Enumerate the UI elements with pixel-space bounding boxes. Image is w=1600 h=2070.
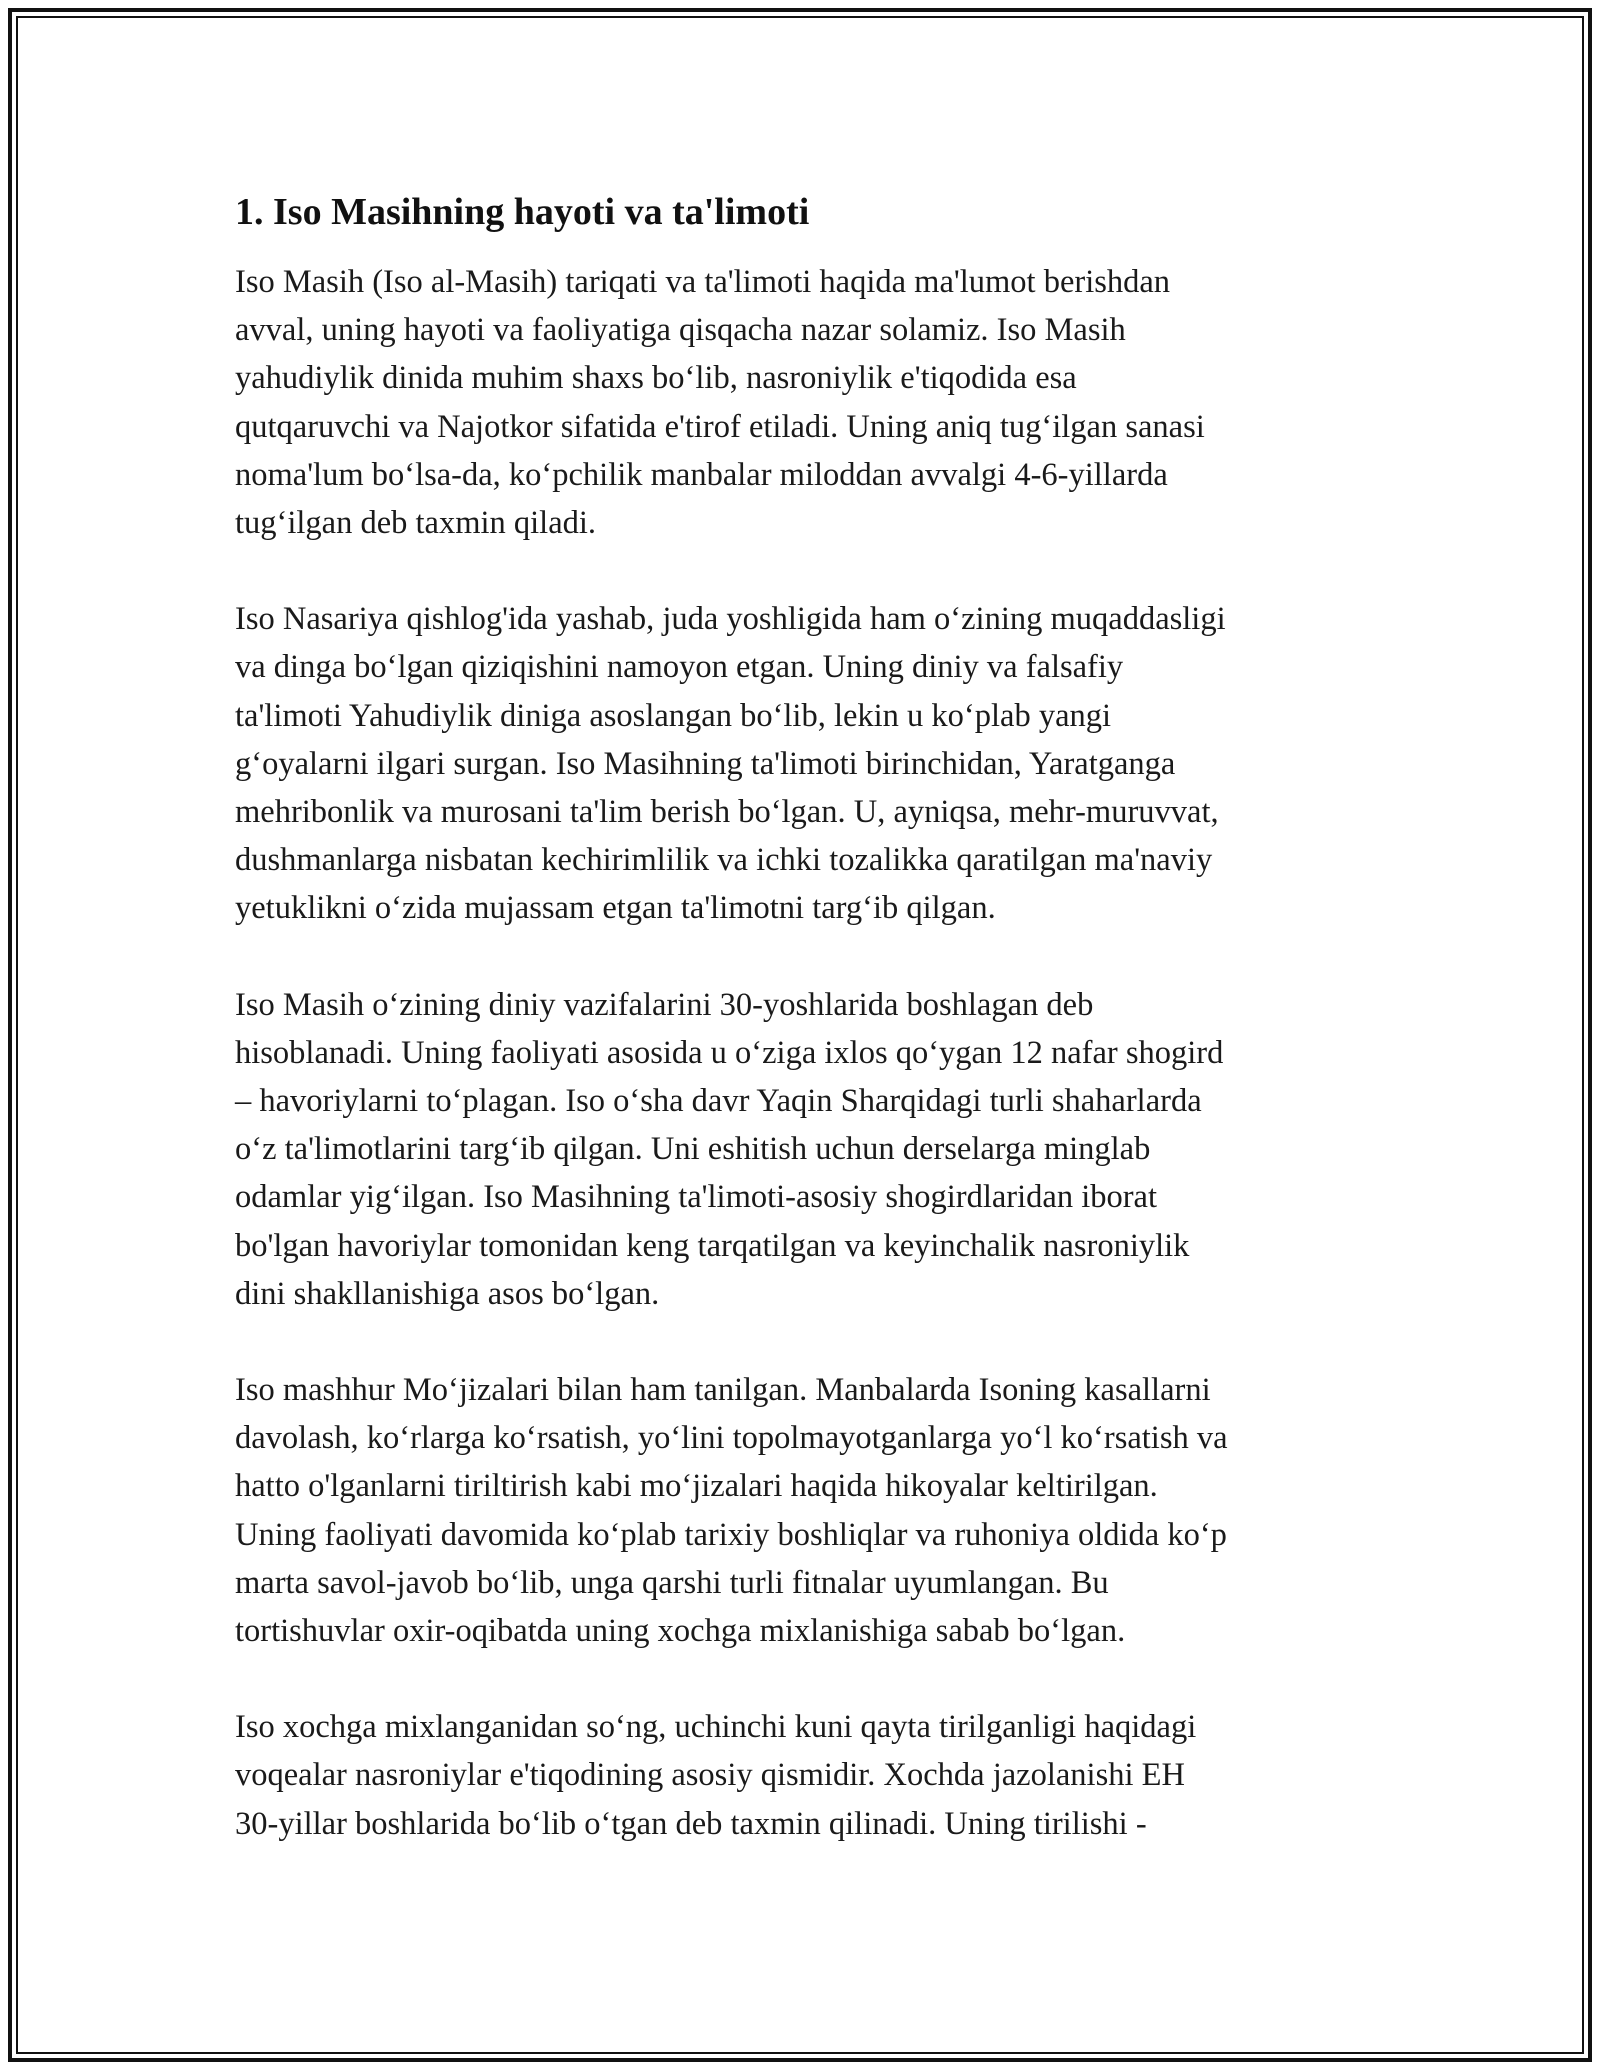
text-line: 30-yillar boshlarida bo‘lib o‘tgan deb taxmin qilinadi. Uning tirilishi - xyxy=(235,1805,1147,1842)
text-line: noma'lum bo‘lsa-da, ko‘pchilik manbalar miloddan avvalgi 4-6-yillarda xyxy=(235,456,1168,493)
paragraph-3 xyxy=(235,981,1365,1318)
text-line: mehribonlik va murosani ta'lim berish bo‘lgan. U, ayniqsa, mehr-muruvvat, xyxy=(235,794,1219,831)
text-line: dini shakllanishiga asos bo‘lgan. xyxy=(235,1275,660,1312)
text-line: yetuklikni o‘zida mujassam etgan ta'limotni targ‘ib qilgan. xyxy=(235,890,996,927)
text-line: dushmanlarga nisbatan kechirimlilik va ichki tozalikka qaratilgan ma'naviy xyxy=(235,842,1213,879)
text-line: davolash, ko‘rlarga ko‘rsatish, yo‘lini topolmayotganlarga yo‘l ko‘rsatish va xyxy=(235,1420,1228,1457)
section-heading: 1. Iso Masihning hayoti va ta'limoti xyxy=(235,191,810,233)
text-line: Iso Masih o‘zining diniy vazifalarini 30-yoshlarida boshlagan deb xyxy=(235,986,1094,1023)
text-line: voqealar nasroniylar e'tiqodining asosiy qismidir. Xochda jazolanishi EH xyxy=(235,1757,1185,1794)
text-line: marta savol-javob bo‘lib, unga qarshi turli fitnalar uyumlangan. Bu xyxy=(235,1564,1109,1601)
text-line: Iso xochga mixlanganidan so‘ng, uchinchi kuni qayta tirilganligi haqidagi xyxy=(235,1709,1197,1746)
text-line: bo'lgan havoriylar tomonidan keng tarqatilgan va keyinchalik nasroniylik xyxy=(235,1227,1190,1264)
text-line: qutqaruvchi va Najotkor sifatida e'tirof etiladi. Uning aniq tug‘ilgan sanasi xyxy=(235,408,1205,445)
text-line: va dinga bo‘lgan qiziqishini namoyon etgan. Uning diniy va falsafiy xyxy=(235,649,1124,686)
text-line: odamlar yig‘ilgan. Iso Masihning ta'limoti-asosiy shogirdlaridan iborat xyxy=(235,1179,1158,1216)
text-line: Uning faoliyati davomida ko‘plab tarixiy boshliqlar va ruhoniya oldida ko‘p xyxy=(235,1516,1227,1553)
text-line: Iso Masih (Iso al-Masih) tariqati va ta'limoti haqida ma'lumot berishdan xyxy=(235,264,1171,300)
text-line: g‘oyalarni ilgari surgan. Iso Masihning ta'limoti birinchidan, Yaratganga xyxy=(235,745,1176,782)
text-line: tug‘ilgan deb taxmin qiladi. xyxy=(235,505,597,542)
text-line: hatto o'lganlarni tiriltirish kabi mo‘jizalari haqida hikoyalar keltirilgan. xyxy=(235,1468,1158,1505)
text-line: Iso Nasariya qishlog'ida yashab, juda yoshligida ham o‘zining muqaddasligi xyxy=(235,601,1226,638)
text-line: yahudiylik dinida muhim shaxs bo‘lib, nasroniylik e'tiqodida esa xyxy=(235,360,1077,397)
text-line: – havoriylarni to‘plagan. Iso o‘sha davr Yaqin Sharqidagi turli shaharlarda xyxy=(235,1083,1202,1120)
text-line: ta'limoti Yahudiylik diniga asoslangan bo‘lib, lekin u ko‘plab yangi xyxy=(235,697,1112,734)
paragraph-4 xyxy=(235,1366,1365,1655)
text-line: o‘z ta'limotlarini targ‘ib qilgan. Uni eshitish uchun derselarga minglab xyxy=(235,1131,1151,1168)
paragraph-2 xyxy=(235,595,1365,932)
text-line: hisoblanadi. Uning faoliyati asosida u o‘ziga ixlos qo‘ygan 12 nafar shogird xyxy=(235,1034,1224,1071)
paragraph-1 xyxy=(235,258,1365,547)
text-line: avval, uning hayoti va faoliyatiga qisqacha nazar solamiz. Iso Masih xyxy=(235,312,1126,349)
text-line: Iso mashhur Mo‘jizalari bilan ham tanilgan. Manbalarda Isoning kasallarni xyxy=(235,1372,1211,1409)
document-body xyxy=(235,188,1365,1848)
text-line: tortishuvlar oxir-oqibatda uning xochga mixlanishiga sabab bo‘lgan. xyxy=(235,1613,1126,1650)
paragraph-5 xyxy=(235,1703,1365,1848)
